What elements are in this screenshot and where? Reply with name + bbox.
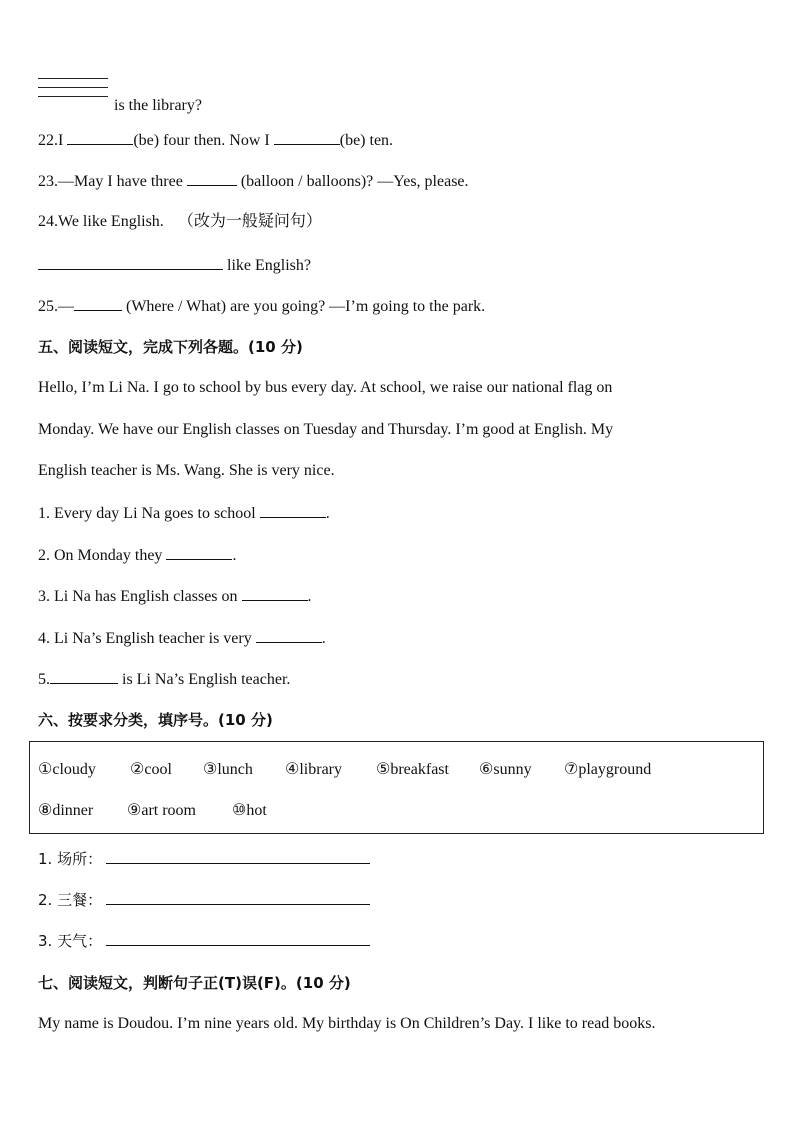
- q22-blank-1[interactable]: [67, 130, 133, 145]
- q22-text-2: (be) four then. Now I: [133, 132, 270, 149]
- question-end: .: [232, 547, 237, 564]
- q24-number: 24.: [38, 213, 58, 230]
- category-weather: [38, 931, 370, 952]
- section5-passage-line-1: Hello, I’m Li Na. I go to school by bus every day. At school, we raise our national flag on: [38, 379, 613, 396]
- q22-number: 22.: [38, 132, 58, 149]
- question-end: .: [307, 588, 312, 605]
- option-playground: ⑦playground: [564, 761, 652, 778]
- q22-line: [38, 130, 393, 151]
- q24-answer-suffix: like English?: [227, 257, 311, 274]
- q23-line: [38, 171, 469, 192]
- section7-heading: 七、阅读短文，判断句子正(T)误(F)。(10 分): [38, 974, 351, 992]
- section7-passage: My name is Doudou. I’m nine years old. My birthday is On Children’s Day. I like to read books.: [38, 1015, 656, 1032]
- q25-text-2: (Where / What) are you going? —I’m going to the park.: [126, 298, 486, 315]
- answer-blank[interactable]: [106, 931, 370, 946]
- question-text: is Li Na’s English teacher.: [122, 671, 291, 688]
- category-meals: [38, 890, 370, 911]
- q23-number: 23.: [38, 173, 58, 190]
- q25-text-1: —: [58, 298, 74, 315]
- q25-line: [38, 296, 485, 317]
- q21-answer-lines[interactable]: [38, 78, 108, 105]
- q25-number: 25.: [38, 298, 58, 315]
- q24-answer-line: [38, 255, 311, 276]
- q24-text: We like English.: [58, 213, 164, 230]
- q22-blank-2[interactable]: [274, 130, 340, 145]
- q23-text-2: (balloon / balloons)? —Yes, please.: [240, 173, 469, 190]
- q24-instruction: （改为一般疑问句）: [177, 213, 322, 230]
- question-number: 5.: [38, 671, 50, 688]
- section5-question-3: [38, 586, 312, 607]
- section5-question-2: [38, 545, 236, 566]
- answer-blank[interactable]: [50, 669, 118, 684]
- option-breakfast: ⑤breakfast: [376, 761, 449, 778]
- q22-text-3: (be) ten.: [339, 132, 394, 149]
- answer-blank[interactable]: [166, 545, 232, 560]
- option-cloudy: ①cloudy: [38, 761, 96, 778]
- answer-blank[interactable]: [256, 628, 322, 643]
- options-box: [29, 741, 764, 834]
- option-hot: ⑩hot: [232, 802, 267, 819]
- section6-heading: 六、按要求分类，填序号。(10 分): [38, 711, 273, 729]
- answer-blank[interactable]: [242, 586, 308, 601]
- q21-line: [114, 96, 202, 116]
- option-dinner: ⑧dinner: [38, 802, 94, 819]
- answer-blank[interactable]: [260, 503, 326, 518]
- answer-blank[interactable]: [106, 890, 370, 905]
- section5-passage-line-2: Monday. We have our English classes on Tuesday and Thursday. I’m good at English. My: [38, 421, 614, 438]
- question-text: 1. Every day Li Na goes to school: [38, 505, 256, 522]
- question-text: 4. Li Na’s English teacher is very: [38, 630, 252, 647]
- q24-line: [38, 212, 322, 232]
- section5-heading: 五、阅读短文，完成下列各题。(10 分): [38, 338, 303, 356]
- section5-question-5: [38, 669, 290, 690]
- category-places: [38, 849, 370, 870]
- category-label: 1. 场所：: [38, 850, 103, 868]
- category-label: 2. 三餐：: [38, 891, 103, 909]
- q22-text-1: I: [58, 132, 64, 149]
- q24-answer-blank[interactable]: [38, 255, 223, 270]
- q25-blank[interactable]: [74, 296, 122, 311]
- question-end: .: [325, 505, 330, 522]
- answer-blank[interactable]: [106, 849, 370, 864]
- question-text: 3. Li Na has English classes on: [38, 588, 238, 605]
- section5-question-1: [38, 503, 330, 524]
- q21-suffix: is the library?: [114, 97, 202, 114]
- option-lunch: ③lunch: [203, 761, 253, 778]
- q23-text-1: —May I have three: [58, 173, 183, 190]
- option-sunny: ⑥sunny: [479, 761, 532, 778]
- section5-passage-line-3: English teacher is Ms. Wang. She is very nice.: [38, 462, 335, 479]
- question-end: .: [321, 630, 326, 647]
- q23-blank[interactable]: [187, 171, 237, 186]
- question-text: 2. On Monday they: [38, 547, 163, 564]
- section5-question-4: [38, 628, 326, 649]
- category-label: 3. 天气：: [38, 932, 103, 950]
- option-art-room: ⑨art room: [127, 802, 196, 819]
- option-library: ④library: [285, 761, 342, 778]
- option-cool: ②cool: [130, 761, 172, 778]
